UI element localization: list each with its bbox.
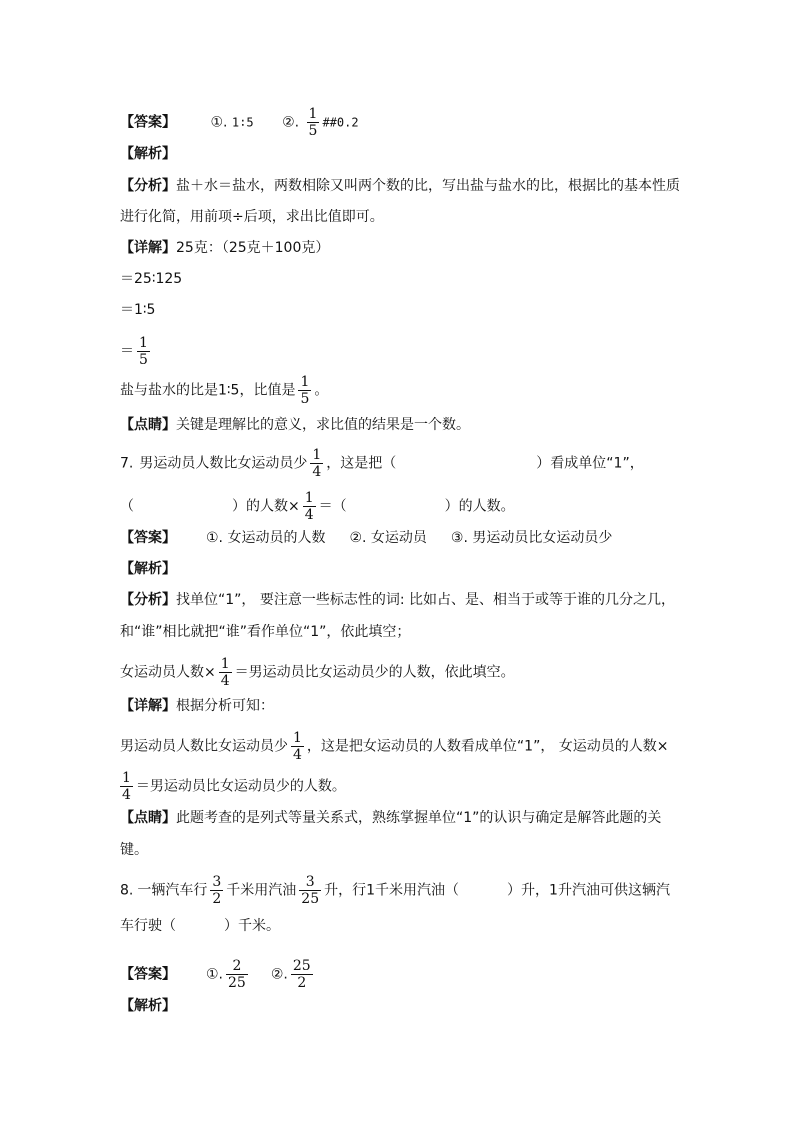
result-fraction: $\frac{1}{5}$ <box>300 374 310 407</box>
fenxi-tag: 【分析】 <box>120 178 176 194</box>
q8-fraction-1: $\frac{3}{2}$ <box>212 874 222 907</box>
q8-fraction-2: $\frac{3}{25}$ <box>301 874 320 907</box>
q7-answer-line <box>120 526 612 550</box>
xiangjie-fraction-1: $\frac{1}{4}$ <box>293 730 302 763</box>
q6-jiexi-title: 【解析】 <box>120 146 176 162</box>
answer-2: ②. 女运动员 <box>349 530 427 546</box>
answer-tag: 【答案】 <box>120 114 176 131</box>
q8-answer-line <box>120 958 316 991</box>
fenxi-fraction: $\frac{1}{4}$ <box>220 656 230 689</box>
step-4-fraction: $\frac{1}{5}$ <box>139 335 148 368</box>
q7-xiangjie-line2: 男运动员人数比女运动员少 $\frac{1}{4}$ ，这是把女运动员的人数看成单位“1”， 女运动员的人数× <box>120 730 669 763</box>
q6-step-3: ＝1∶5 <box>120 302 156 318</box>
dianjing-tag: 【点睛】 <box>120 417 176 433</box>
dianjing-text: 关键是理解比的意义，求比值的结果是一个数。 <box>176 417 470 433</box>
q8-jiexi-title: 【解析】 <box>120 998 176 1014</box>
answer-2-fraction: $\frac{25}{2}$ <box>292 958 311 991</box>
q7-xiangjie-line1: 【详解】根据分析可知： <box>120 698 274 714</box>
q6-fenxi-line2: 进行化简，用前项÷后项，求出比值即可。 <box>120 209 384 225</box>
answer-2-label: ②. <box>282 114 300 131</box>
answer-1-value: 1∶5 <box>231 115 254 130</box>
fenxi-text: 盐＋水＝盐水，两数相除又叫两个数的比，写出盐与盐水的比，根据比的基本性质 <box>176 178 680 194</box>
answer-1-label: ①. <box>206 966 224 983</box>
q8-stem-line2: 车行驶（ ）千米。 <box>120 918 280 934</box>
q8-number: 8. <box>120 882 134 899</box>
q6-dianjing-line <box>120 413 470 437</box>
q7-stem-fraction: $\frac{1}{4}$ <box>312 447 322 480</box>
q7-number: 7. <box>120 455 134 472</box>
q6-xiangjie-line1 <box>120 236 329 260</box>
q6-answer-line <box>120 106 359 139</box>
q6-fenxi-line1 <box>120 174 680 198</box>
q7-dianjing-line1: 【点睛】此题考查的是列式等量关系式，熟练掌握单位“1”的认识与确定是解答此题的关 <box>120 810 662 826</box>
dianjing-tag: 【点睛】 <box>120 810 176 826</box>
xiangjie-fraction-2: $\frac{1}{4}$ <box>122 770 131 803</box>
answer-3: ③. 男运动员比女运动员少 <box>450 530 613 546</box>
q8-stem-line1: 8. 一辆汽车行 $\frac{3}{2}$ 千米用汽油 $\frac{3}{25}$ 升，行1千米用汽油（ ）升，1升汽油可供这辆汽 <box>120 874 670 907</box>
answer-tag: 【答案】 <box>120 530 176 546</box>
answer-1-label: ①. <box>210 114 228 131</box>
answer-2-label: ②. <box>270 966 288 983</box>
q7-xiangjie-line3: $\frac{1}{4}$ ＝男运动员比女运动员少的人数。 <box>122 770 346 803</box>
answer-tag: 【答案】 <box>120 966 176 983</box>
q7-stem-line1: 7. 男运动员人数比女运动员少 $\frac{1}{4}$ ，这是把（ ）看成单位“1”， <box>120 447 644 480</box>
q7-fenxi-line1: 【分析】找单位“1”， 要注意一些标志性的词: 比如占、是、相当于或等于谁的几分之几， <box>120 592 676 608</box>
answer-2-suffix: ##0.2 <box>322 115 359 130</box>
q6-step-2: ＝25∶125 <box>120 271 183 287</box>
q6-result-line: 盐与盐水的比是1∶5，比值是 $\frac{1}{5}$ 。 <box>120 374 329 407</box>
answer-1-fraction: $\frac{2}{25}$ <box>228 958 246 991</box>
q7-dianjing-line2: 键。 <box>120 842 148 858</box>
q6-step-4: ＝ $\frac{1}{5}$ <box>120 335 148 368</box>
q7-stem-line2: （ ）的人数× $\frac{1}{4}$ ＝（ ）的人数。 <box>120 490 515 523</box>
xiangjie-tag: 【详解】 <box>120 698 176 714</box>
xiangjie-tag: 【详解】 <box>120 240 176 256</box>
xiangjie-text: 25克：（25克＋100克） <box>176 240 330 256</box>
answer-2-fraction: $\frac{1}{5}$ <box>308 106 318 139</box>
fenxi-tag: 【分析】 <box>120 592 176 608</box>
answer-1: ①. 女运动员的人数 <box>206 530 326 546</box>
q7-line2-fraction: $\frac{1}{4}$ <box>304 490 314 523</box>
q7-jiexi-title: 【解析】 <box>120 561 176 577</box>
q7-fenxi-line2: 和“谁”相比就把“谁”看作单位“1”，依此填空； <box>120 624 411 640</box>
q7-fenxi-line3: 女运动员人数× $\frac{1}{4}$ ＝男运动员比女运动员少的人数，依此填空。 <box>120 656 515 689</box>
